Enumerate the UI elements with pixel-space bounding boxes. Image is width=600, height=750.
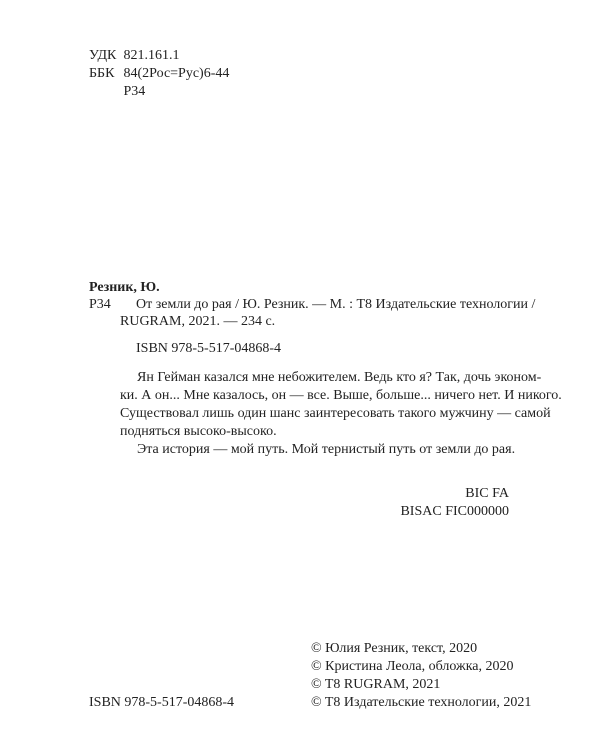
- footer-isbn: ISBN 978-5-517-04868-4: [89, 695, 235, 710]
- copyright-line: © Кристина Леола, обложка, 2020: [311, 659, 514, 674]
- copyright-line: © Юлия Резник, текст, 2020: [311, 641, 478, 656]
- catalog-mark: Р34: [89, 297, 111, 312]
- author-mark-value: Р34: [123, 84, 146, 99]
- catalog-title-line-1: От земли до рая / Ю. Резник. — М. : T8 Издательские технологии /: [136, 297, 536, 312]
- copyright-line: © T8 RUGRAM, 2021: [311, 677, 441, 692]
- annotation-line-3: Существовал лишь один шанс заинтересовать такого мужчину — самой: [120, 406, 551, 421]
- annotation-line-4: подняться высоко-высоко.: [120, 424, 277, 439]
- author-mark-row: [89, 83, 229, 101]
- annotation-line-2: ки. А он... Мне казалось, он — все. Выше, больше... ничего нет. И никого.: [120, 388, 562, 403]
- udc-value: 821.161.1: [123, 48, 180, 63]
- annotation: [120, 369, 562, 459]
- annotation-line-1: Ян Гейман казался мне небожителем. Ведь кто я? Так, дочь эконом-: [137, 370, 542, 385]
- subject-codes: [400, 485, 509, 521]
- bbk-key: ББК: [89, 66, 115, 81]
- annotation-line-5: Эта история — мой путь. Мой тернистый путь от земли до рая.: [137, 442, 516, 457]
- catalog-author: Резник, Ю.: [89, 280, 160, 295]
- bic-code: BIC FA: [465, 486, 509, 501]
- bbk-row: [89, 65, 229, 83]
- bisac-code: BISAC FIC000000: [400, 504, 509, 519]
- udc-key: УДК: [89, 48, 117, 63]
- bbk-value: 84(2Рос=Рус)6-44: [123, 66, 230, 81]
- classification-block: [89, 47, 229, 101]
- catalog-title-line-2: RUGRAM, 2021. — 234 с.: [120, 314, 276, 329]
- copyright-line: © T8 Издательские технологии, 2021: [311, 695, 532, 710]
- catalog-isbn: ISBN 978-5-517-04868-4: [136, 341, 282, 356]
- copyright-block: [311, 640, 531, 712]
- udc-row: [89, 47, 229, 65]
